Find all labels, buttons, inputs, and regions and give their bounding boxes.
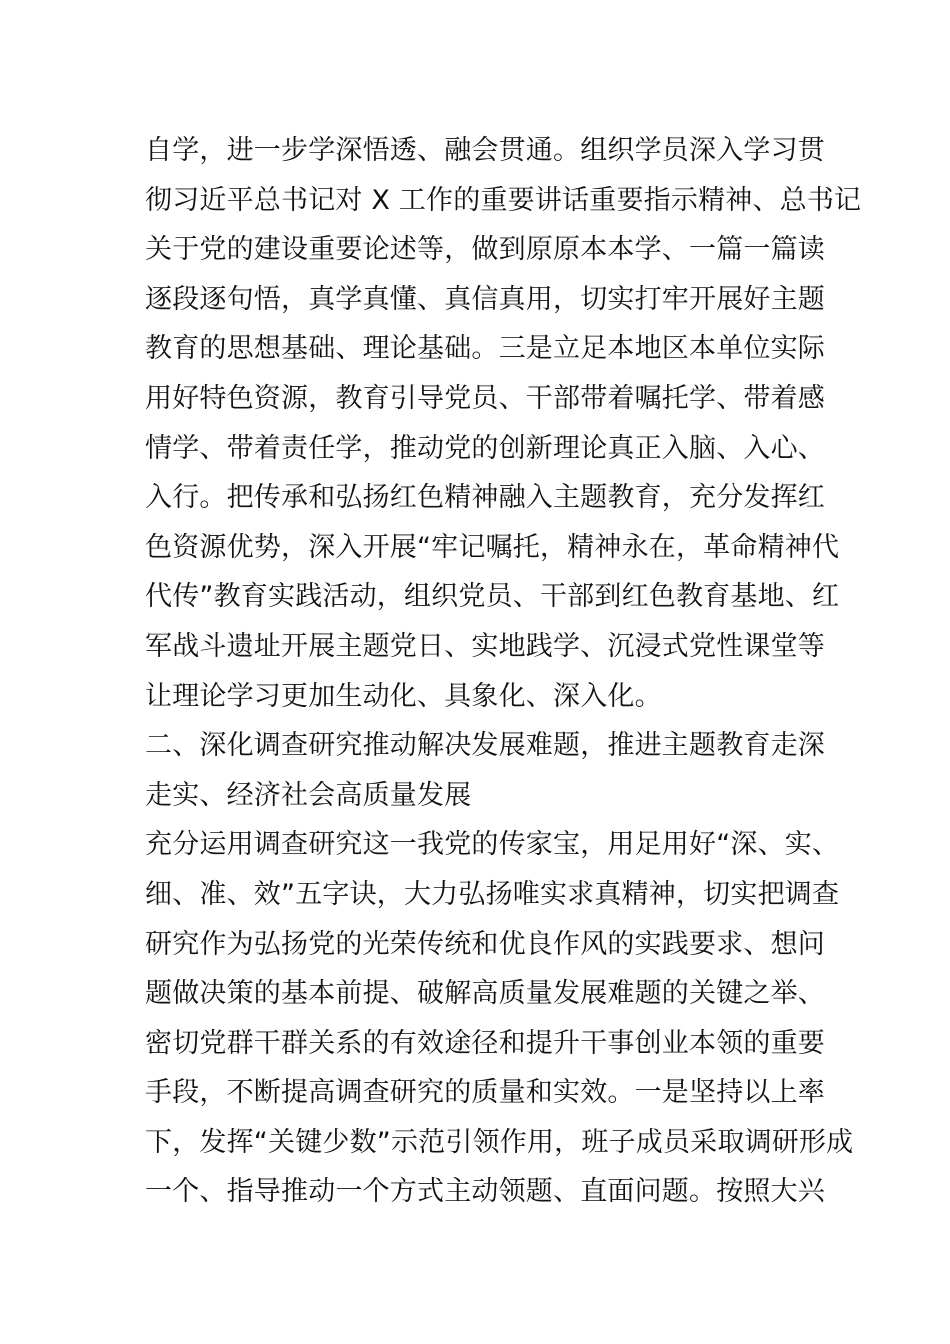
text-line-21: 下，发挥“关键少数”示范引领作用，班子成员采取调研形成 bbox=[145, 1126, 854, 1158]
text-line-1: 自学，进一步学深悟透、融会贯通。组织学员深入学习贯 bbox=[145, 135, 825, 166]
text-line-7: 情学、带着责任学，推动党的创新理论真正入脑、入心、 bbox=[145, 432, 825, 464]
text-line-12: 让理论学习更加生动化、具象化、深入化。 bbox=[145, 680, 662, 712]
section-heading-line-2: 走实、经济社会高质量发展 bbox=[145, 779, 472, 811]
text-line-15: 充分运用调查研究这一我党的传家宝，用足用好“深、实、 bbox=[145, 829, 840, 861]
text-line-4: 逐段逐句悟，真学真懂、真信真用，切实打牢开展好主题 bbox=[145, 283, 825, 315]
text-line-8: 入行。把传承和弘扬红色精神融入主题教育，充分发挥红 bbox=[145, 482, 825, 514]
text-line-6: 用好特色资源，教育引导党员、干部带着嘱托学、带着感 bbox=[145, 382, 825, 414]
text-line-10: 代传”教育实践活动，组织党员、干部到红色教育基地、红 bbox=[145, 581, 840, 613]
section-heading-line-1: 二、深化调查研究推动解决发展难题，推进主题教育走深 bbox=[145, 730, 825, 762]
text-line-22: 一个、指导推动一个方式主动领题、直面问题。按照大兴 bbox=[145, 1176, 825, 1208]
text-line-18: 题做决策的基本前提、破解高质量发展难题的关键之举、 bbox=[145, 978, 825, 1010]
text-line-11: 军战斗遗址开展主题党日、实地践学、沉浸式党性课堂等 bbox=[145, 630, 825, 662]
text-line-2: 彻习近平总书记对 X 工作的重要讲话重要指示精神、总书记 bbox=[145, 184, 862, 216]
text-line-5: 教育的思想基础、理论基础。三是立足本地区本单位实际 bbox=[145, 333, 825, 365]
body-text bbox=[145, 126, 862, 1217]
text-line-17: 研究作为弘扬党的光荣传统和优良作风的实践要求、想问 bbox=[145, 928, 825, 960]
text-line-16: 细、准、效”五字诀，大力弘扬唯实求真精神，切实把调查 bbox=[145, 878, 840, 910]
text-line-9: 色资源优势，深入开展“牢记嘱托，精神永在，革命精神代 bbox=[145, 531, 840, 563]
text-line-20: 手段，不断提高调查研究的质量和实效。一是坚持以上率 bbox=[145, 1077, 825, 1109]
text-line-19: 密切党群干群关系的有效途径和提升干事创业本领的重要 bbox=[145, 1027, 825, 1059]
text-line-3: 关于党的建设重要论述等，做到原原本本学、一篇一篇读 bbox=[145, 234, 825, 266]
